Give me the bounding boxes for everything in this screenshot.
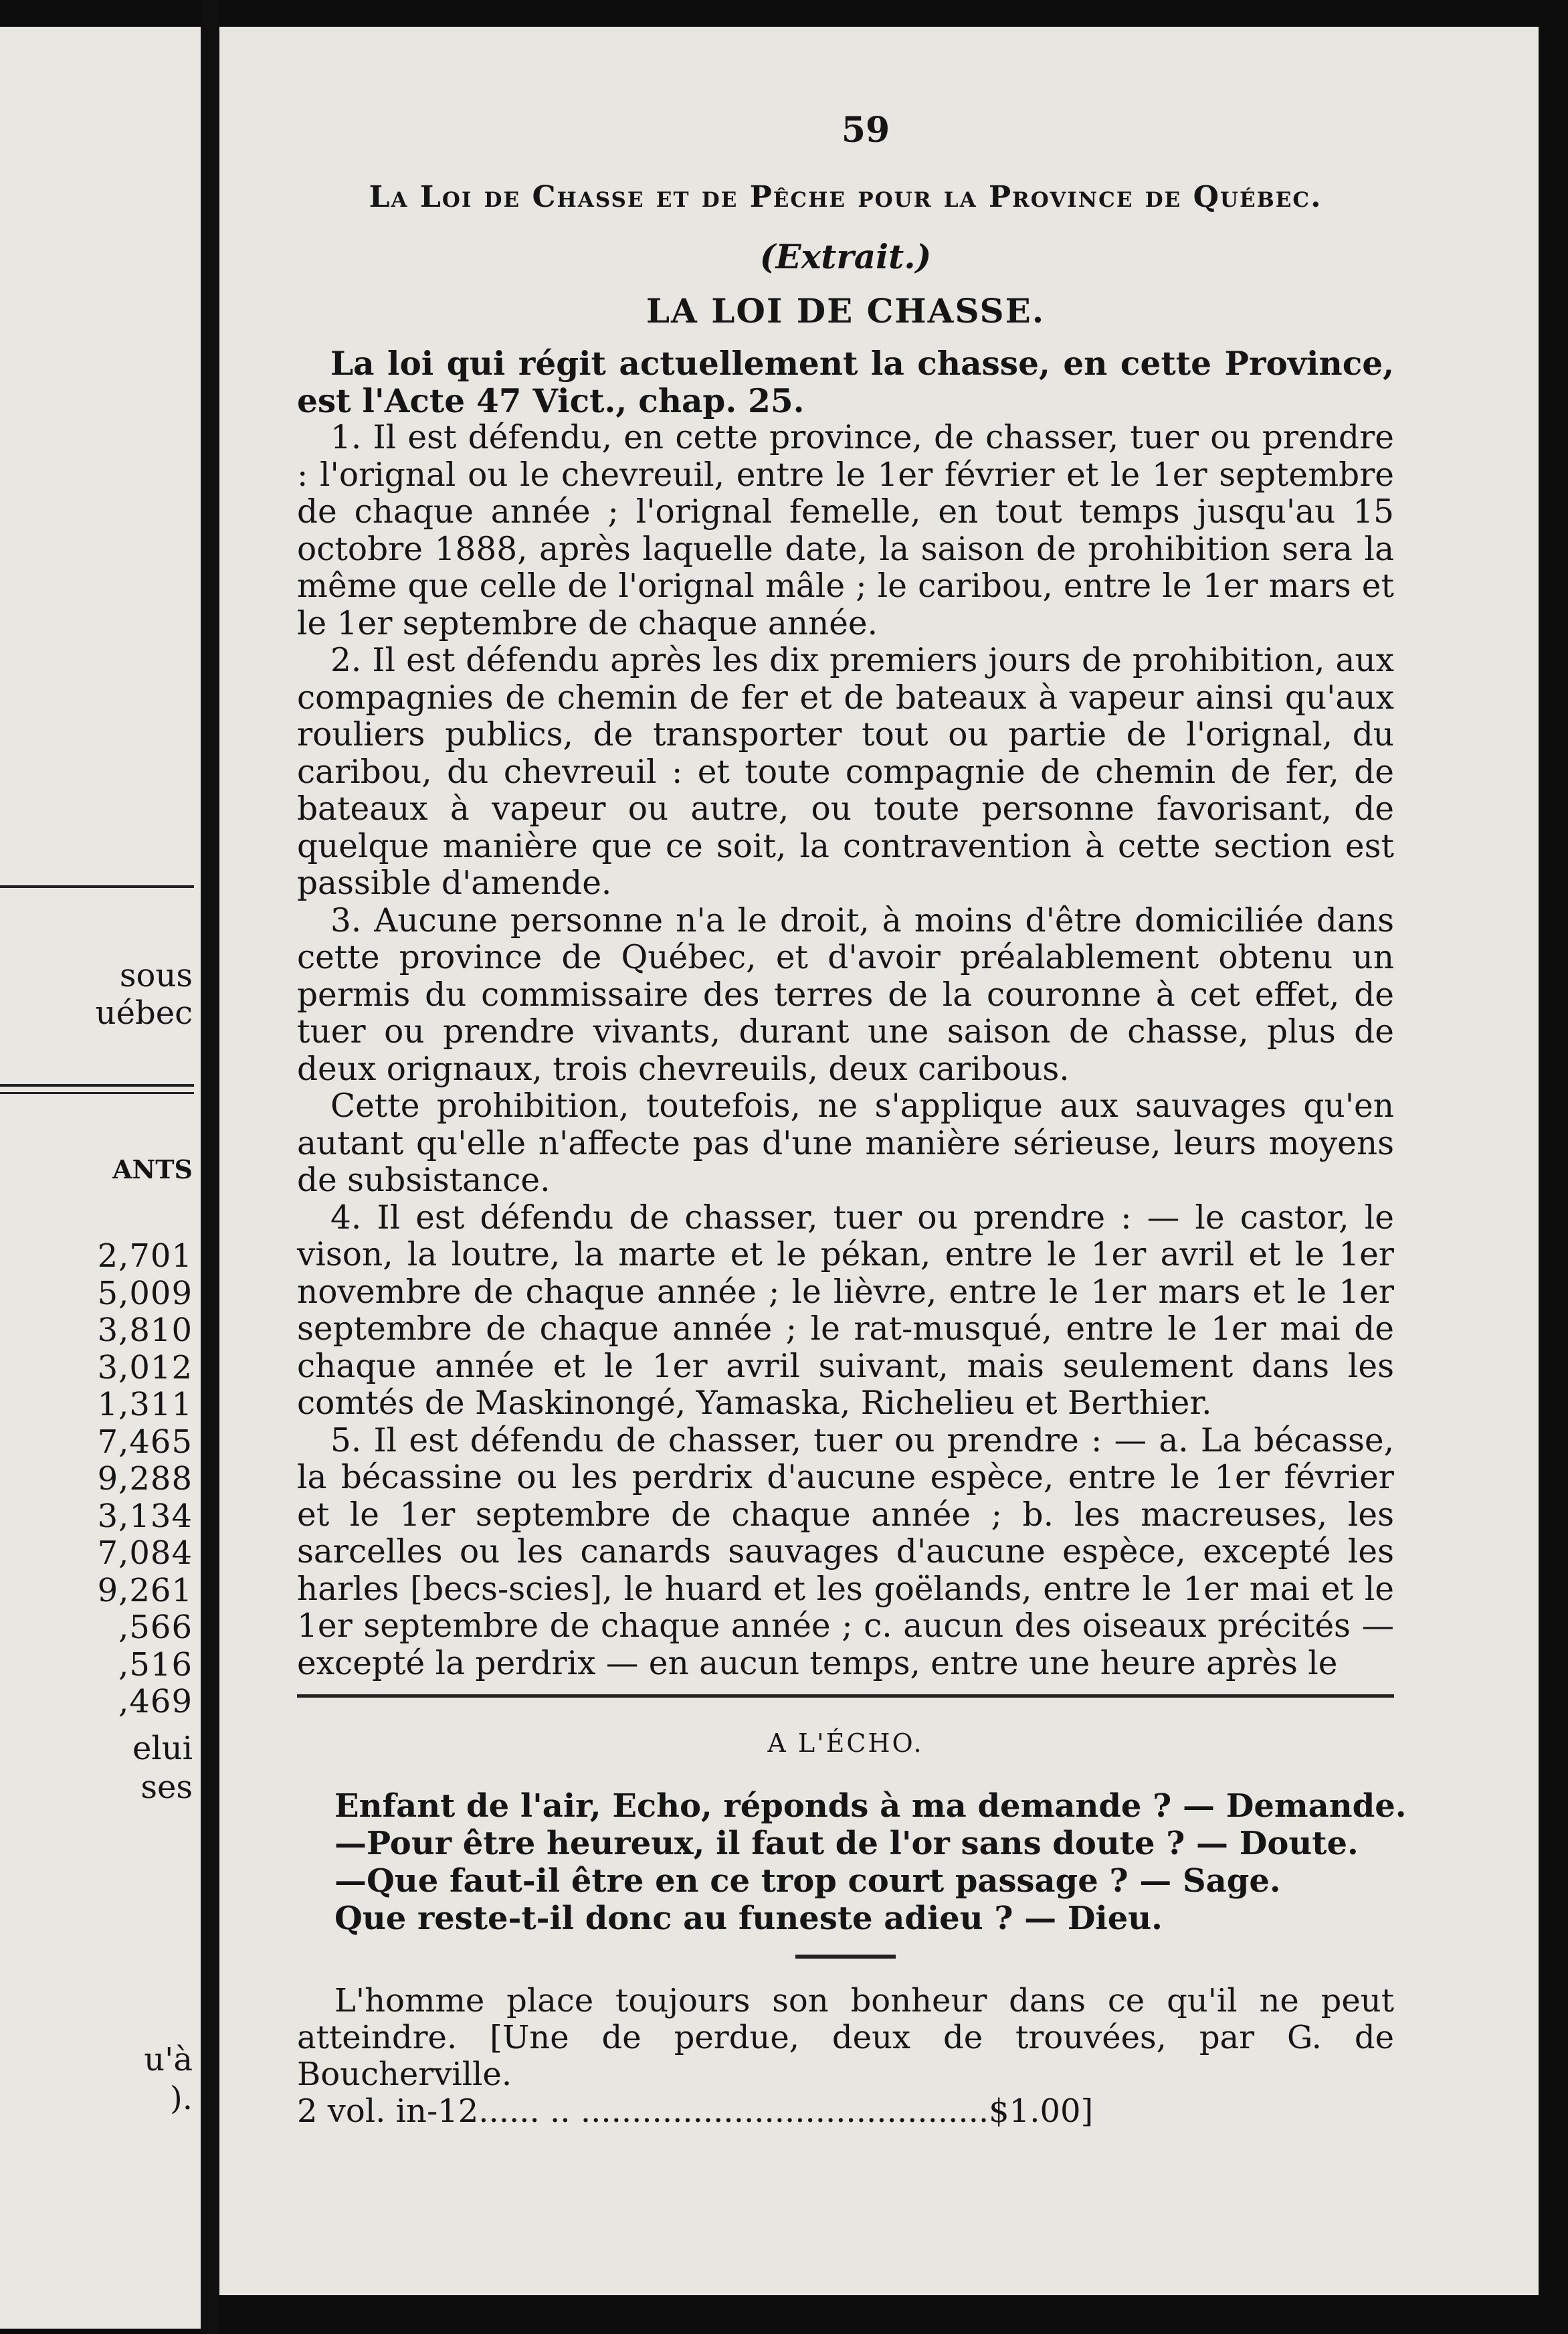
- fragment-line: sous: [119, 957, 193, 994]
- number-cell: 7,084: [97, 1534, 193, 1572]
- number-cell: ,516: [118, 1645, 193, 1684]
- previous-page-fragment: [0, 27, 201, 2329]
- fragment-line: u'à: [144, 2041, 193, 2078]
- double-divider: [0, 1084, 194, 1094]
- intro-paragraph: La loi qui régit actuellement la chasse, en cette Province, est l'Acte 47 Vict., chap. 25.: [297, 345, 1394, 420]
- number-cell: 1,311: [97, 1386, 193, 1423]
- divider: [297, 1694, 1394, 1698]
- number-cell: ,566: [118, 1609, 193, 1646]
- number-cell: 3,134: [97, 1497, 193, 1535]
- divider: [0, 885, 194, 888]
- fragment-line: ).: [170, 2080, 193, 2117]
- number-cell: 9,261: [97, 1571, 193, 1609]
- article-3: 3. Aucune personne n'a le droit, à moins d'être domiciliée dans cette province de Québec, et d'avoir préalablement obtenu un permis du commissaire des terres de la couronne à cet effet, de tuer ou prendre vivants, durant une saison de chasse, plus de deux orignaux, trois chevreuils, deux caribous.: [297, 901, 1394, 1088]
- page-number: 59: [841, 110, 890, 151]
- advertisement-text: L'homme place toujours son bonheur dans ce qu'il ne peut atteindre. [Une de perdue, deux de trouvées, par G. de Boucherville.: [297, 1982, 1394, 2093]
- section-title: LA LOI DE CHASSE.: [646, 291, 1046, 331]
- poem-line: Enfant de l'air, Echo, réponds à ma demande ? — Demande.: [334, 1787, 1407, 1825]
- poem-line: Que reste-t-il donc au funeste adieu ? — Dieu.: [334, 1900, 1163, 1937]
- fragment-line: ses: [140, 1769, 193, 1806]
- article-2: 2. Il est défendu après les dix premiers jours de prohibition, aux compagnies de chemin de fer et de bateaux à vapeur ainsi qu'aux rouliers publics, de transporter tout ou partie de l'orignal, du caribou, du chevreuil : et toute compagnie de chemin de fer, de bateaux à vapeur ou autre, ou toute personne favorisant, de quelque manière que ce soit, la contravention à cette section est passible d'amende.: [297, 642, 1394, 902]
- article-1: 1. Il est défendu, en cette province, de chasser, tuer ou prendre : l'orignal ou le chevreuil, entre le 1er février et le 1er septembre de chaque année ; l'orignal femelle, en tout temps jusqu'au 15 octobre 1888, après laquelle date, la saison de prohibition sera la même que celle de l'orignal mâle ; le caribou, entre le 1er mars et le 1er septembre de chaque année.: [297, 419, 1394, 642]
- column-header: ANTS: [112, 1154, 193, 1184]
- fragment-line: elui: [132, 1730, 193, 1767]
- article-3-note: Cette prohibition, toutefois, ne s'applique aux sauvages qu'en autant qu'elle n'affecte pas d'une manière sérieuse, leurs moyens de subsistance.: [297, 1087, 1394, 1199]
- price-line: 2 vol. in-12...... .. ........................................$1.00]: [297, 2092, 1094, 2130]
- number-cell: 3,012: [97, 1348, 193, 1386]
- poem-title: A L'ÉCHO.: [767, 1728, 924, 1758]
- article-5: 5. Il est défendu de chasser, tuer ou prendre : — a. La bécasse, la bécassine ou les perdrix d'aucune espèce, entre le 1er février et le 1er septembre de chaque année ; b. les macreuses, les sarcelles ou les canards sauvages d'aucune espèce, excepté les harles [becs-scies], le huard et les goëlands, entre le 1er mai et le 1er septembre de chaque année ; c. aucun des oiseaux précités — excepté la perdrix — en aucun temps, entre une heure après le: [297, 1421, 1394, 1682]
- extract-label: (Extrait.): [759, 237, 932, 276]
- article-4: 4. Il est défendu de chasser, tuer ou prendre : — le castor, le vison, la loutre, la marte et le pékan, entre le 1er avril et le 1er novembre de chaque année ; le lièvre, entre le 1er mars et le 1er septembre de chaque année ; le rat-musqué, entre le 1er mai de chaque année et le 1er avril suivant, mais seulement dans les comtés de Maskinongé, Yamaska, Richelieu et Berthier.: [297, 1198, 1394, 1422]
- number-cell: 7,465: [97, 1423, 193, 1461]
- number-cell: ,469: [118, 1683, 193, 1720]
- number-cell: 5,009: [97, 1274, 193, 1312]
- book-page: [219, 27, 1539, 2295]
- poem: [334, 1787, 1407, 1937]
- page-content: [297, 110, 1407, 2130]
- short-divider: [795, 1955, 896, 1959]
- running-title: La Loi de Chasse et de Pêche pour la Province de Québec.: [369, 180, 1322, 214]
- book-gutter: [201, 0, 219, 2334]
- fragment-line: uébec: [95, 994, 193, 1032]
- law-text: [297, 345, 1394, 1682]
- advertisement: [297, 1983, 1394, 2130]
- number-cell: 9,288: [97, 1460, 193, 1498]
- number-cell: 3,810: [97, 1312, 193, 1349]
- poem-line: —Que faut-il être en ce trop court passage ? — Sage.: [334, 1862, 1281, 1900]
- poem-line: —Pour être heureux, il faut de l'or sans doute ? — Doute.: [334, 1825, 1359, 1862]
- number-cell: 2,701: [97, 1237, 193, 1275]
